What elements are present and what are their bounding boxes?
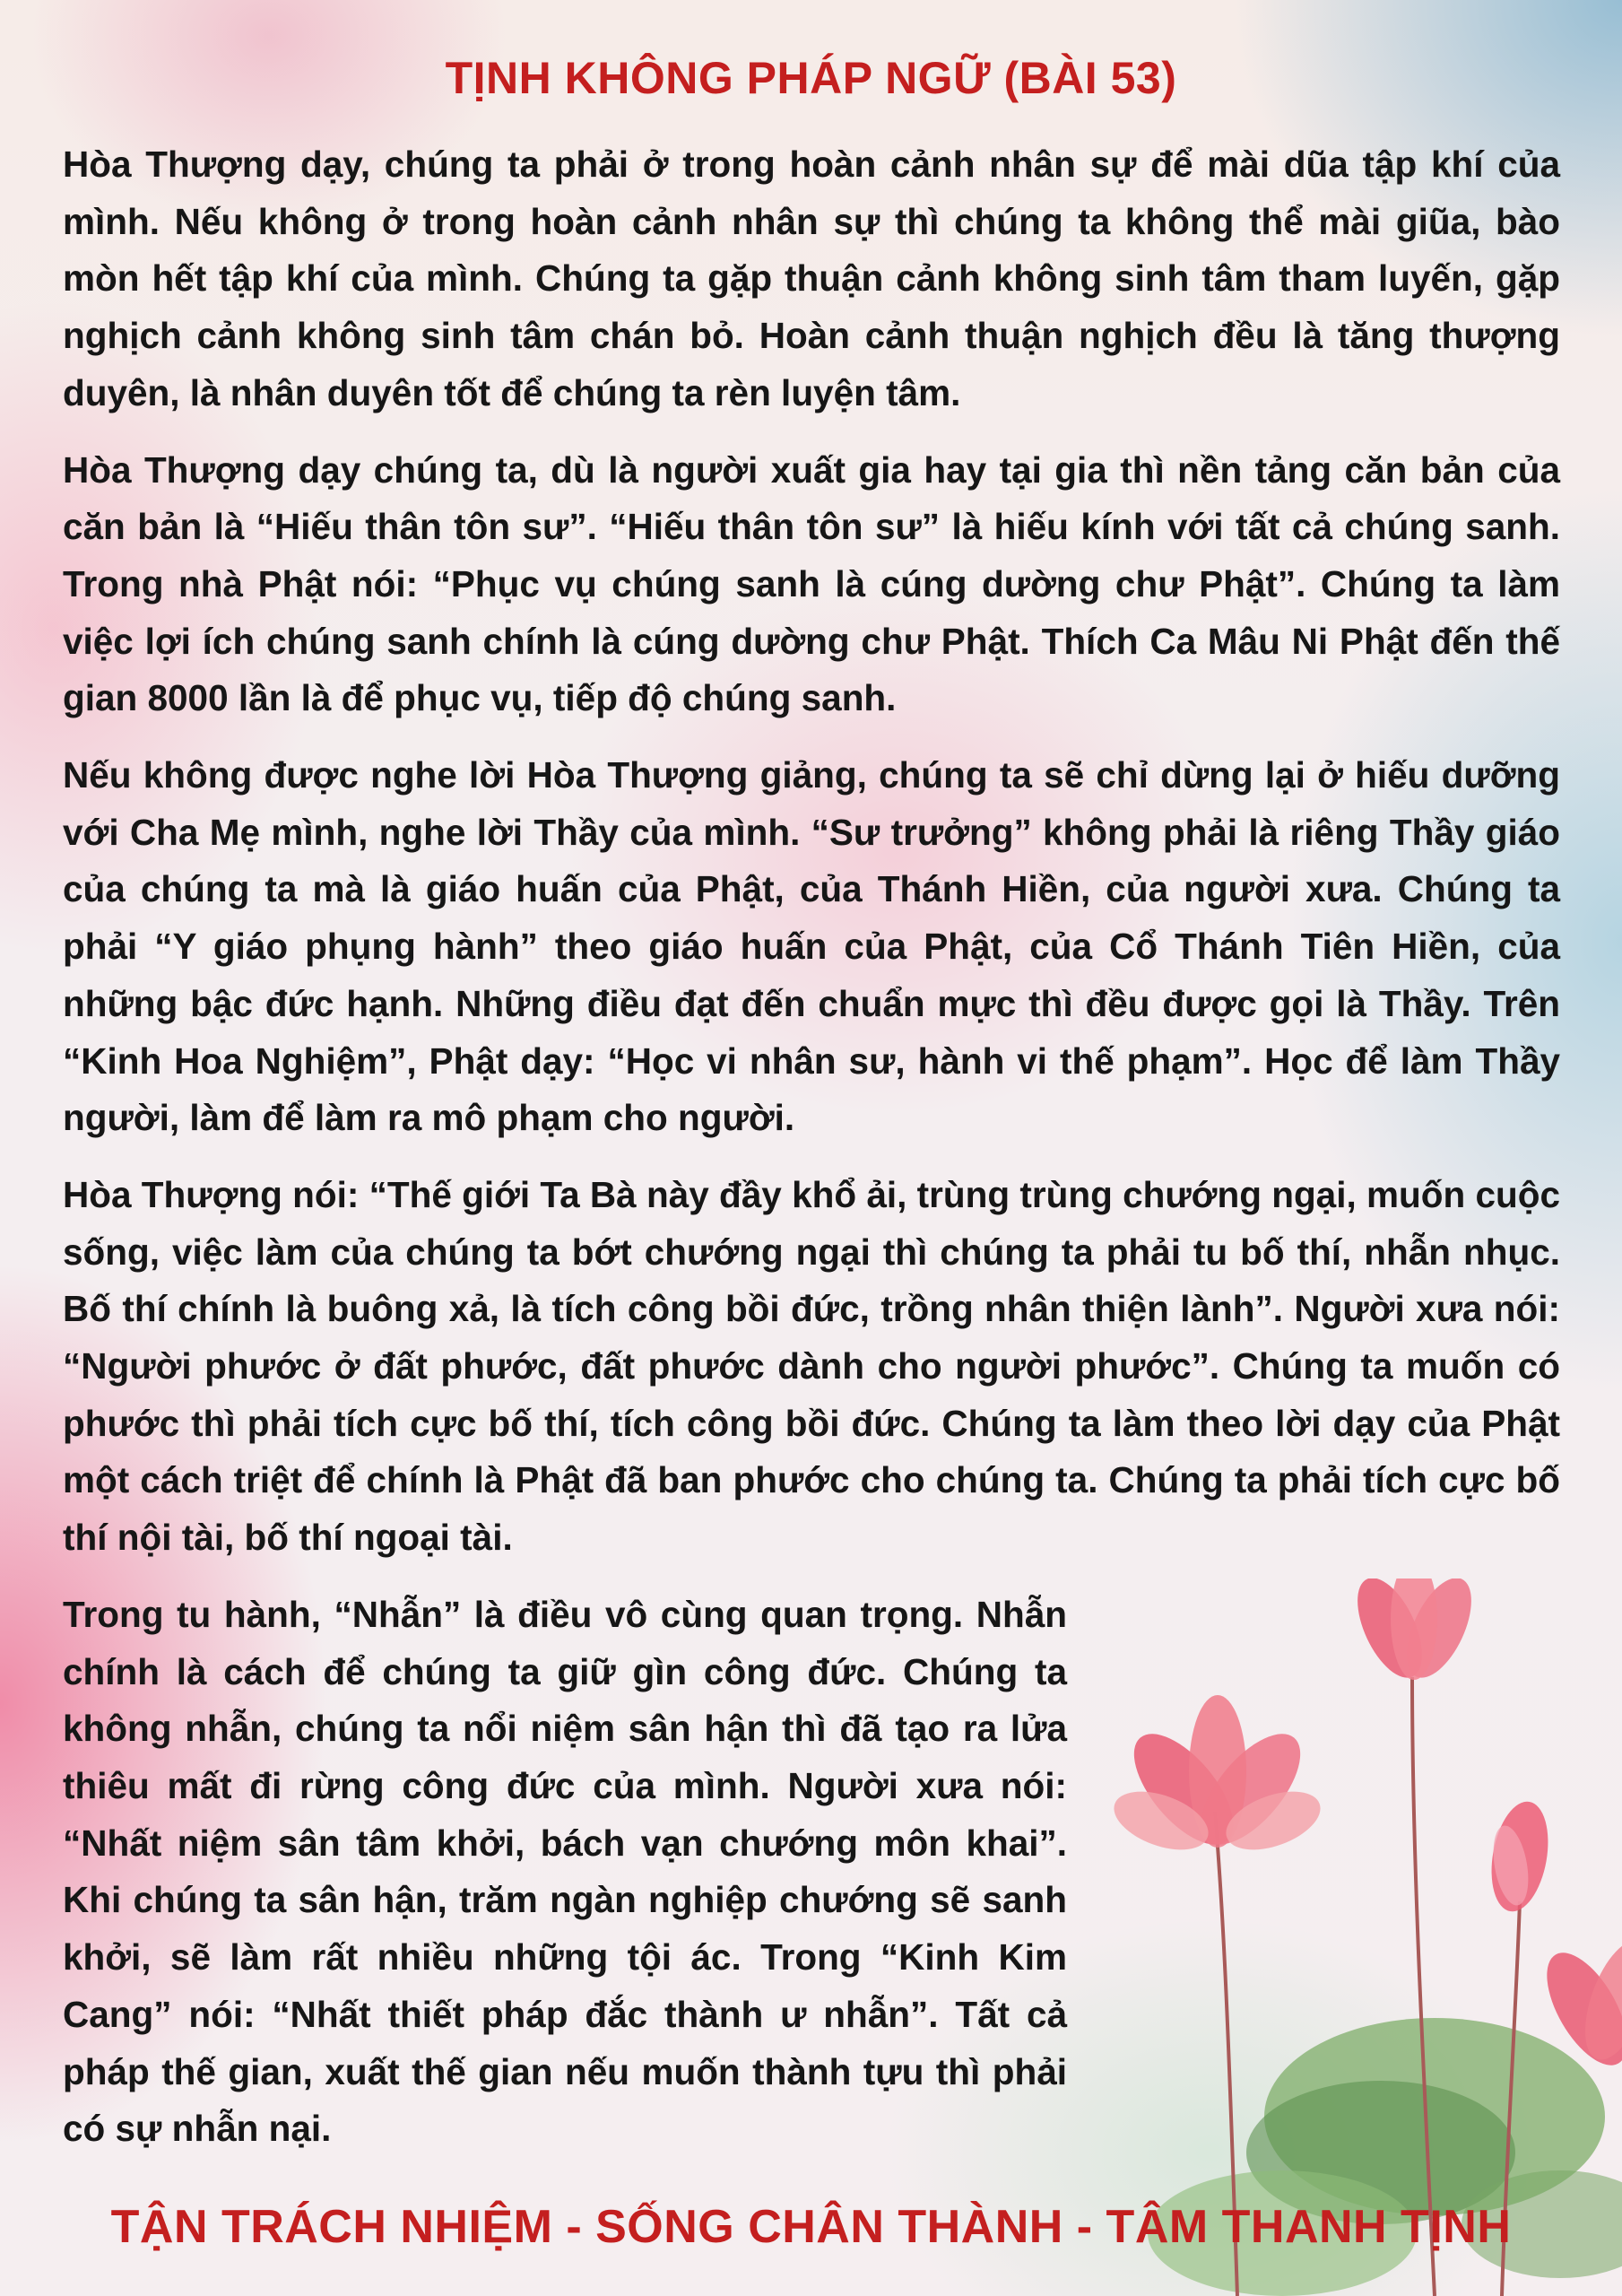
paragraph-1: Hòa Thượng dạy, chúng ta phải ở trong hoàn cảnh nhân sự để mài dũa tập khí của mình. Nếu không ở trong hoàn cảnh nhân sự thì chúng ta không thể mài giũa, bào mòn hết tập khí của mình. Chúng ta gặp thuận cảnh không sinh tâm tham luyến, gặp nghịch cảnh không sinh tâm chán bỏ. Hoàn cảnh thuận nghịch đều là tăng thượng duyên, là nhân duyên tốt để chúng ta rèn luyện tâm.	[63, 144, 1560, 413]
footer-slogan: TẬN TRÁCH NHIỆM - SỐNG CHÂN THÀNH - TÂM THANH TỊNH	[110, 2201, 1512, 2253]
paragraph-5: Trong tu hành, “Nhẫn” là điều vô cùng quan trọng. Nhẫn chính là cách để chúng ta giữ gìn công đức. Chúng ta không nhẫn, chúng ta nổi niệm sân hận thì đã tạo ra lửa thiêu mất đi rừng công đức của mình. Người xưa nói: “Nhất niệm sân tâm khởi, bách vạn chướng môn khai”. Khi chúng ta sân hận, trăm ngàn nghiệp chướng sẽ sanh khởi, sẽ làm rất nhiều những tội ác. Trong “Kinh Kim Cang” nói: “Nhất thiết pháp đắc thành ư nhẫn”. Tất cả pháp thế gian, xuất thế gian nếu muốn thành tựu thì phải có sự nhẫn nại.	[63, 1593, 1067, 2150]
paragraph-2: Hòa Thượng dạy chúng ta, dù là người xuất gia hay tại gia thì nền tảng căn bản của căn bản là “Hiếu thân tôn sư”. “Hiếu thân tôn sư” là hiếu kính với tất cả chúng sanh. Trong nhà Phật nói: “Phục vụ chúng sanh là cúng dường chư Phật”. Chúng ta làm việc lợi ích chúng sanh chính là cúng dường chư Phật. Thích Ca Mâu Ni Phật đến thế gian 8000 lần là để phục vụ, tiếp độ chúng sanh.	[63, 448, 1560, 719]
lotus-flower-1	[1106, 1695, 1329, 1861]
lotus-illustration	[1058, 1578, 1622, 2296]
paragraph-3: Nếu không được nghe lời Hòa Thượng giảng, chúng ta sẽ chỉ dừng lại ở hiếu dưỡng với Cha Mẹ mình, nghe lời Thầy của mình. “Sư trưởng” không phải là riêng Thầy giáo của chúng ta mà là giáo huấn của Phật, của Thánh Hiền, của người xưa. Chúng ta phải “Y giáo phụng hành” theo giáo huấn của Phật, của Cổ Thánh Tiên Hiền, của những bậc đức hạnh. Những điều đạt đến chuẩn mực thì đều được gọi là Thầy. Trên “Kinh Hoa Nghiệm”, Phật dạy: “Học vi nhân sư, hành vi thế phạm”. Học để làm Thầy người, làm để làm ra mô phạm cho người.	[63, 754, 1560, 1139]
paragraph-4: Hòa Thượng nói: “Thế giới Ta Bà này đầy khổ ải, trùng trùng chướng ngại, muốn cuộc sống, việc làm của chúng ta bớt chướng ngại thì chúng ta phải tu bố thí, nhẫn nhục. Bố thí chính là buông xả, là tích công bồi đức, trồng nhân thiện lành”. Người xưa nói: “Người phước ở đất phước, đất phước dành cho người phước”. Chúng ta muốn có phước thì phải tích cực bố thí, tích công bồi đức. Chúng ta làm theo lời dạy của Phật một cách triệt để chính là Phật đã ban phước cho chúng ta. Chúng ta phải tích cực bố thí nội tài, bố thí ngoại tài.	[63, 1173, 1560, 1559]
lotus-bud	[1484, 1797, 1557, 1917]
lotus-flower-2	[1344, 1578, 1484, 1687]
page-title: TỊNH KHÔNG PHÁP NGỮ (BÀI 53)	[445, 53, 1177, 103]
